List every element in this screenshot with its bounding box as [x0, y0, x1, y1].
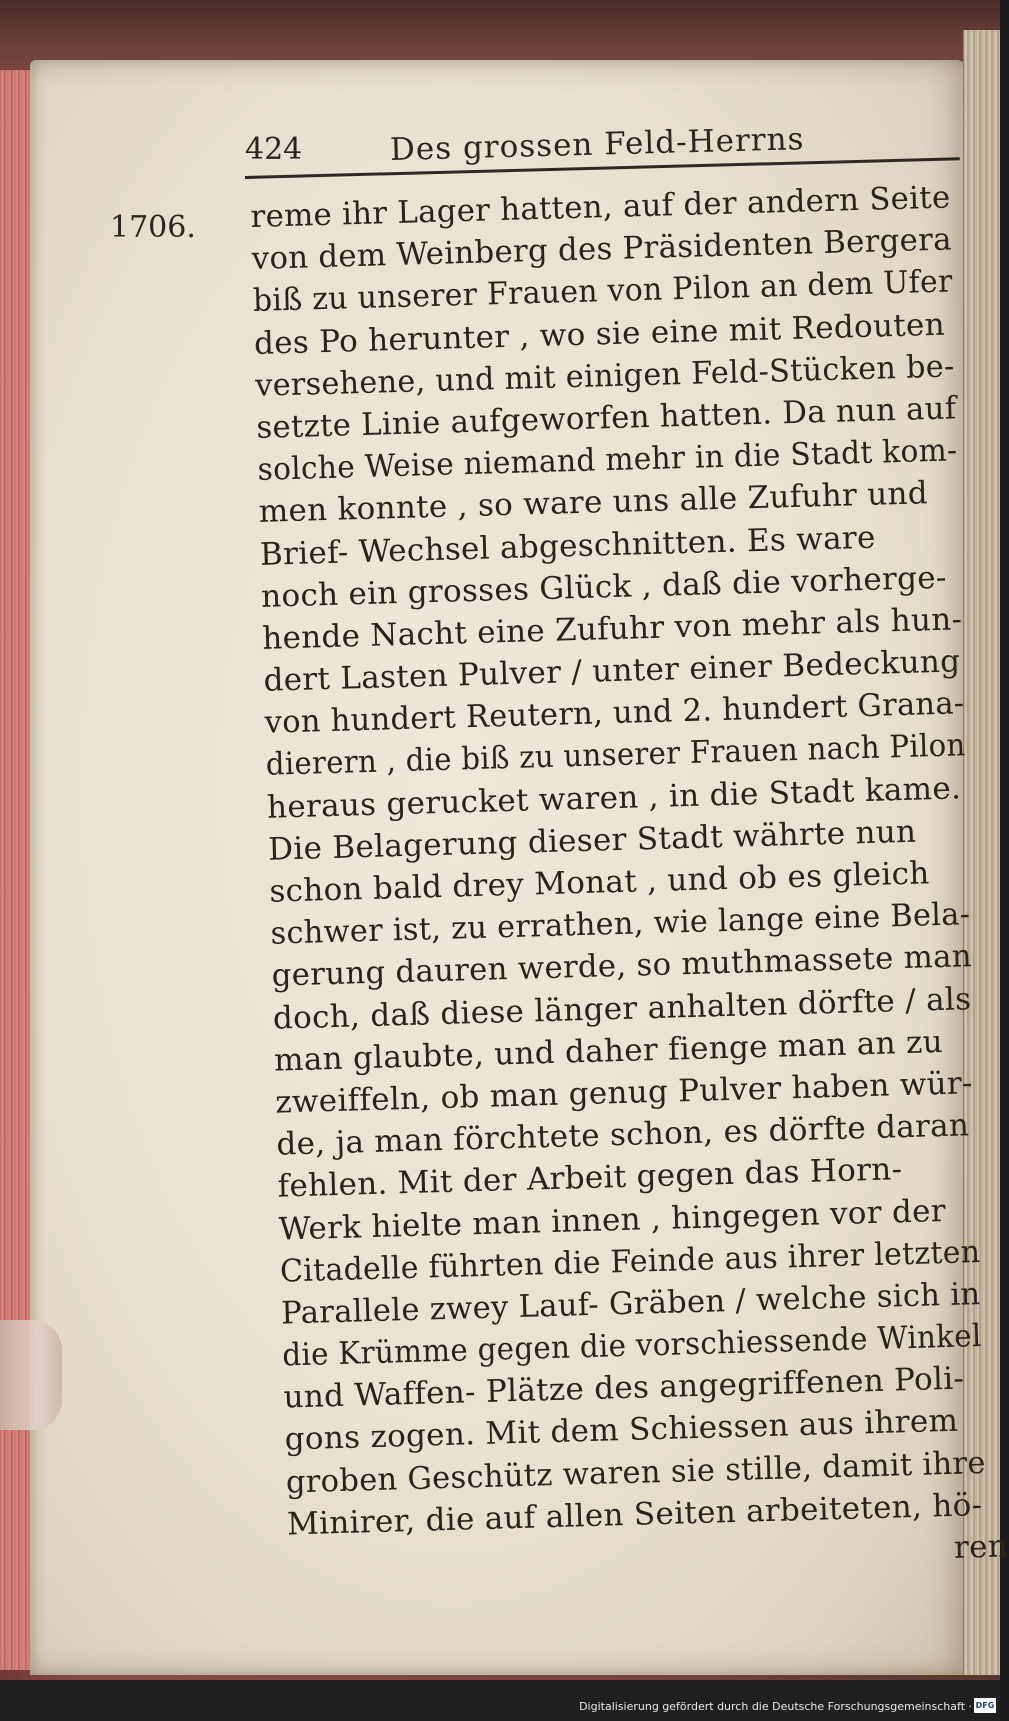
text-line: von hundert Reutern, und 2. hundert Grana-: [264, 685, 965, 742]
text-line: heraus gerucket waren , in die Stadt kame.: [266, 770, 962, 826]
text-line: reme ihr Lager hatten, auf der andern Seite: [250, 179, 951, 235]
text-line: setzte Linie aufgeworfen hatten. Da nun auf: [255, 390, 957, 446]
text-line: Parallele zwey Lauf- Gräben / welche sich in: [280, 1275, 981, 1332]
text-line: solche Weise niemand mehr in die Stadt kom-: [257, 432, 958, 489]
text-line: noch ein grosses Glück , daß die vorherge-: [260, 559, 948, 615]
text-line: gerung dauren werde, so muthmassete man: [271, 938, 973, 995]
text-line: doch, daß diese länger anhalten dörfte / als: [272, 980, 972, 1037]
body-text: [250, 176, 1009, 1588]
text-line: Minirer, die auf allen Seiten arbeiteten, hö-: [286, 1486, 983, 1543]
running-head: [245, 121, 965, 178]
text-line: des Po herunter , wo sie eine mit Redouten: [253, 306, 946, 362]
text-line: und Waffen- Plätze des angegriffenen Poli-: [283, 1360, 965, 1416]
text-line: die Krümme gegen die vorschiessende Winkel: [281, 1318, 983, 1374]
text-line: Citadelle führten die Feinde aus ihrer letzten: [279, 1233, 981, 1290]
text-line: von dem Weinberg des Präsidenten Bergera: [251, 221, 953, 278]
text-line: men konnte , so ware uns alle Zufuhr und: [258, 475, 929, 531]
text-line: Werk hielte man innen , hingegen vor der: [278, 1192, 947, 1248]
margin-year: 1706.: [110, 210, 196, 245]
text-line: de, ja man förchtete schon, es dörfte daran: [275, 1107, 970, 1163]
text-line: groben Geschütz waren sie stille, damit ihre: [285, 1444, 987, 1501]
text-line: man glaubte, und daher fienge man an zu: [273, 1023, 944, 1079]
text-line: zweiffeln, ob man genug Pulver haben wür-: [274, 1065, 974, 1121]
text-line: versehene, und mit einigen Feld-Stücken be-: [254, 348, 955, 404]
text-line: Brief- Wechsel abgeschnitten. Es ware: [259, 519, 877, 573]
text-line: hende Nacht eine Zufuhr von mehr als hun-: [261, 601, 963, 657]
text-line: schon bald drey Monat , und ob es gleich: [268, 855, 931, 910]
text-line: schwer ist, zu errathen, wie lange eine Bela-: [270, 896, 971, 952]
catchword: ren: [953, 1528, 1009, 1566]
dfg-logo: DFG: [974, 1698, 996, 1713]
text-line: dert Lasten Pulver / unter einer Bedeckung: [263, 643, 961, 699]
text-line: gons zogen. Mit dem Schiessen aus ihrem: [284, 1403, 959, 1458]
text-line: dierern , die biß zu unserer Frauen nach Pilon: [265, 727, 967, 784]
text-line: Die Belagerung dieser Stadt währte nun: [267, 813, 917, 868]
page-number: 424: [245, 132, 303, 167]
text-line: fehlen. Mit der Arbeit gegen das Horn-: [277, 1151, 903, 1205]
page-clip: [0, 1320, 62, 1430]
red-page-edges: [0, 70, 34, 1670]
digitization-credit: Digitalisierung gefördert durch die Deutsche Forschungsgemeinschaft ·: [579, 1700, 972, 1713]
header-title: Des grossen Feld-Herrns: [389, 121, 805, 168]
text-line: biß zu unserer Frauen von Pilon an dem Ufer: [252, 263, 954, 320]
